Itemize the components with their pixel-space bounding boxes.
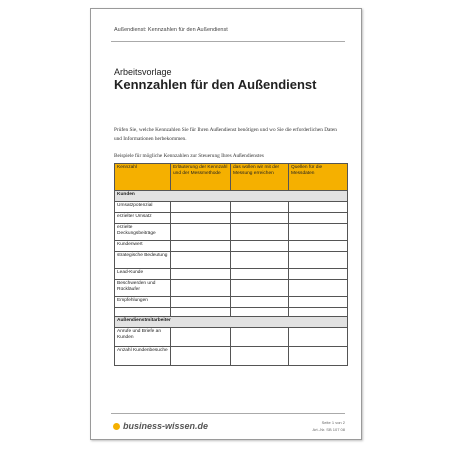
table-row — [115, 347, 348, 366]
table-header-cell: Erläuterung der Kennzahl und der Messmethode — [171, 164, 231, 191]
section-title: Außendienstmitarbeiter — [115, 317, 348, 328]
table-row — [115, 297, 348, 308]
table-cell[interactable] — [231, 269, 289, 280]
table-row — [115, 224, 348, 241]
table-cell[interactable] — [289, 308, 348, 317]
table-cell[interactable] — [231, 328, 289, 347]
header-divider — [111, 41, 345, 42]
table-header-cell: das wollen wir mit der Messung erreichen — [231, 164, 289, 191]
business-wissen-logo[interactable] — [113, 421, 208, 431]
table-row — [115, 328, 348, 347]
table-cell[interactable] — [231, 213, 289, 224]
table-row — [115, 213, 348, 224]
table-cell[interactable] — [171, 297, 231, 308]
kennzahlen-table — [114, 163, 348, 366]
document-page — [90, 8, 362, 440]
kennzahl-cell: Kundenwert — [115, 241, 171, 252]
table-cell[interactable] — [231, 241, 289, 252]
logo-text: business-wissen.de — [123, 421, 209, 431]
table-cell[interactable] — [289, 280, 348, 297]
table-cell[interactable] — [289, 213, 348, 224]
table-cell[interactable] — [171, 308, 231, 317]
table-cell[interactable] — [171, 252, 231, 269]
table-cell[interactable] — [231, 280, 289, 297]
table-cell[interactable] — [171, 347, 231, 366]
table-cell[interactable] — [289, 252, 348, 269]
kennzahl-cell: Beschwerden und Rückläufer — [115, 280, 171, 297]
table-cell[interactable] — [231, 252, 289, 269]
table-cell[interactable] — [289, 269, 348, 280]
table-cell[interactable] — [171, 269, 231, 280]
table-row — [115, 280, 348, 297]
table-header-row — [115, 164, 348, 191]
page-number: Seite 1 von 2 — [321, 420, 345, 425]
table-cell[interactable] — [171, 328, 231, 347]
table-cell[interactable] — [171, 202, 231, 213]
table-cell[interactable] — [171, 241, 231, 252]
kennzahl-cell: erzielter Umsatz — [115, 213, 171, 224]
table-cell[interactable] — [171, 280, 231, 297]
section-row — [115, 317, 348, 328]
kennzahl-cell: Anzahl Kundenbesuche — [115, 347, 171, 366]
table-row — [115, 241, 348, 252]
table-cell[interactable] — [289, 224, 348, 241]
table-cell[interactable] — [289, 241, 348, 252]
running-header: Außendienst: Kennzahlen für den Außendienst — [114, 27, 228, 33]
table-row — [115, 252, 348, 269]
table-cell[interactable] — [231, 202, 289, 213]
kennzahl-cell: Lead-Kunde — [115, 269, 171, 280]
kennzahl-cell: Umsatzpotenzial — [115, 202, 171, 213]
table-caption: Beispiele für mögliche Kennzahlen zur Steuerung Ihres Außendienstes — [114, 153, 264, 159]
table-cell[interactable] — [115, 308, 171, 317]
table-cell[interactable] — [231, 224, 289, 241]
article-number: Art.-Nr. SB 107 08 — [312, 427, 345, 432]
table-cell[interactable] — [171, 213, 231, 224]
document-title: Kennzahlen für den Außendienst — [114, 77, 317, 92]
section-row — [115, 191, 348, 202]
table-cell[interactable] — [231, 297, 289, 308]
table-cell[interactable] — [289, 347, 348, 366]
table-row — [115, 202, 348, 213]
table-header-cell: Kennzahl — [115, 164, 171, 191]
kennzahl-cell: erzielte Deckungsbeiträge — [115, 224, 171, 241]
kennzahl-cell: strategische Bedeutung — [115, 252, 171, 269]
footer-divider — [111, 413, 345, 414]
table-cell[interactable] — [231, 347, 289, 366]
table-row — [115, 308, 348, 317]
logo-dot-icon — [113, 423, 120, 430]
kennzahl-cell: Empfehlungen — [115, 297, 171, 308]
table-header-cell: Quellen für die Messdaten — [289, 164, 348, 191]
table-cell[interactable] — [171, 224, 231, 241]
table-cell[interactable] — [289, 328, 348, 347]
table-cell[interactable] — [289, 297, 348, 308]
section-title: Kunden — [115, 191, 348, 202]
table-cell[interactable] — [289, 202, 348, 213]
kennzahl-cell: Anrufe und Briefe an Kunden — [115, 328, 171, 347]
intro-paragraph: Prüfen Sie, welche Kennzahlen Sie für Ihren Außendienst benötigen und wo Sie die erforderlichen Daten und Informationen herbekommen. — [114, 127, 337, 142]
document-subtitle: Arbeitsvorlage — [114, 67, 172, 77]
table-row — [115, 269, 348, 280]
table-cell[interactable] — [231, 308, 289, 317]
